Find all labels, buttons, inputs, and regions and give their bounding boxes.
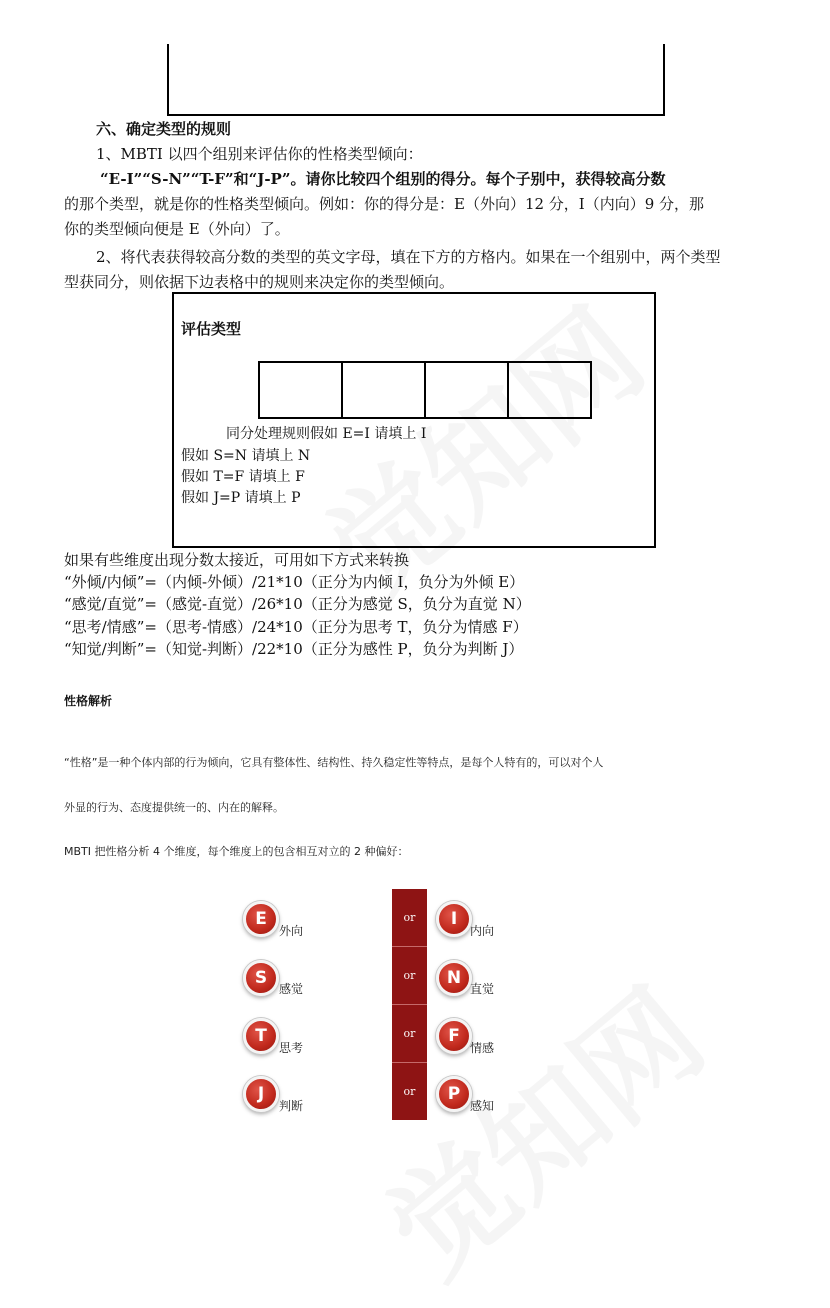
tie-rule-ei: 同分处理规则假如 E=I 请填上 I bbox=[226, 426, 427, 442]
pref-label-thinking: 思考 bbox=[279, 1041, 304, 1055]
type-cell-2[interactable] bbox=[341, 361, 426, 419]
pref-label-intuition: 直觉 bbox=[470, 982, 495, 996]
n-badge-icon: N bbox=[436, 960, 472, 996]
conversion-line-sn: “感觉/直觉”=（感觉-直觉）/26*10（正分为感觉 S，负分为直觉 N） bbox=[64, 595, 531, 613]
e-badge-icon: E bbox=[243, 901, 279, 937]
evaluation-box bbox=[172, 292, 656, 548]
pref-label-introversion: 内向 bbox=[470, 924, 495, 938]
type-answer-grid bbox=[258, 361, 592, 419]
conversion-line-ei: “外倾/内倾”=（内倾-外倾）/21*10（正分为内倾 I，负分为外倾 E） bbox=[64, 573, 525, 591]
t-badge-icon: T bbox=[243, 1018, 279, 1054]
evaluation-label: 评估类型 bbox=[181, 320, 242, 338]
type-cell-4[interactable] bbox=[507, 361, 592, 419]
j-badge-icon: J bbox=[243, 1076, 279, 1112]
pref-label-sensing: 感觉 bbox=[279, 982, 304, 996]
type-cell-1[interactable] bbox=[258, 361, 343, 419]
conversion-line-jp: “知觉/判断”=（知觉-判断）/22*10（正分为感性 P，负分为判断 J） bbox=[64, 640, 524, 658]
pref-label-feeling: 情感 bbox=[470, 1041, 495, 1055]
rule-paragraph-1: 1、MBTI 以四个组别来评估你的性格类型倾向： bbox=[96, 145, 423, 163]
tie-rule-sn: 假如 S=N 请填上 N bbox=[181, 448, 311, 464]
rule-paragraph-2-line3: 你的类型倾向便是 E（外向）了。 bbox=[64, 220, 290, 238]
type-cell-3[interactable] bbox=[424, 361, 509, 419]
tie-rule-jp: 假如 J=P 请填上 P bbox=[181, 490, 301, 506]
tie-rule-tf: 假如 T=F 请填上 F bbox=[181, 469, 305, 485]
pref-label-judging: 判断 bbox=[279, 1099, 304, 1113]
rule-paragraph-2-line1: “E-I”“S-N”“T-F”和“J-P”。请你比较四个组别的得分。每个子别中，获得较高分数 bbox=[100, 170, 666, 188]
or-label: or bbox=[392, 889, 427, 947]
conversion-line-tf: “思考/情感”=（思考-情感）/24*10（正分为思考 T，负分为情感 F） bbox=[64, 618, 528, 636]
s-badge-icon: S bbox=[243, 960, 279, 996]
or-column bbox=[392, 889, 427, 1120]
rule-paragraph-2-line2: 的那个类型，就是你的性格类型倾向。例如：你的得分是：E（外向）12 分，I（内向）9 分，那 bbox=[64, 195, 705, 213]
i-badge-icon: I bbox=[436, 901, 472, 937]
section-title: 六、确定类型的规则 bbox=[96, 120, 232, 138]
or-label: or bbox=[392, 1005, 427, 1063]
or-label: or bbox=[403, 1085, 416, 1098]
rule-paragraph-3-line1: 2、将代表获得较高分数的类型的英文字母，填在下方的方格内。如果在一个组别中，两个类型 bbox=[96, 248, 721, 266]
f-badge-icon: F bbox=[436, 1018, 472, 1054]
analysis-paragraph-line1: “性格”是一种个体内部的行为倾向，它具有整体性、结构性、持久稳定性等特点，是每个人特有的，可以对个人 bbox=[64, 756, 604, 769]
top-answer-box bbox=[167, 44, 665, 116]
analysis-paragraph-2: MBTI 把性格分析 4 个维度，每个维度上的包含相互对立的 2 种偏好： bbox=[64, 845, 409, 858]
analysis-paragraph-line2: 外显的行为、态度提供统一的、内在的解释。 bbox=[64, 801, 284, 814]
pref-label-extraversion: 外向 bbox=[279, 924, 304, 938]
p-badge-icon: P bbox=[436, 1076, 472, 1112]
analysis-title: 性格解析 bbox=[64, 694, 113, 708]
or-label: or bbox=[392, 947, 427, 1005]
rule-paragraph-3-line2: 型获同分，则依据下边表格中的规则来决定你的类型倾向。 bbox=[64, 273, 455, 291]
pref-label-perceiving: 感知 bbox=[470, 1099, 495, 1113]
conversion-intro: 如果有些维度出现分数太接近，可用如下方式来转换 bbox=[64, 551, 410, 569]
